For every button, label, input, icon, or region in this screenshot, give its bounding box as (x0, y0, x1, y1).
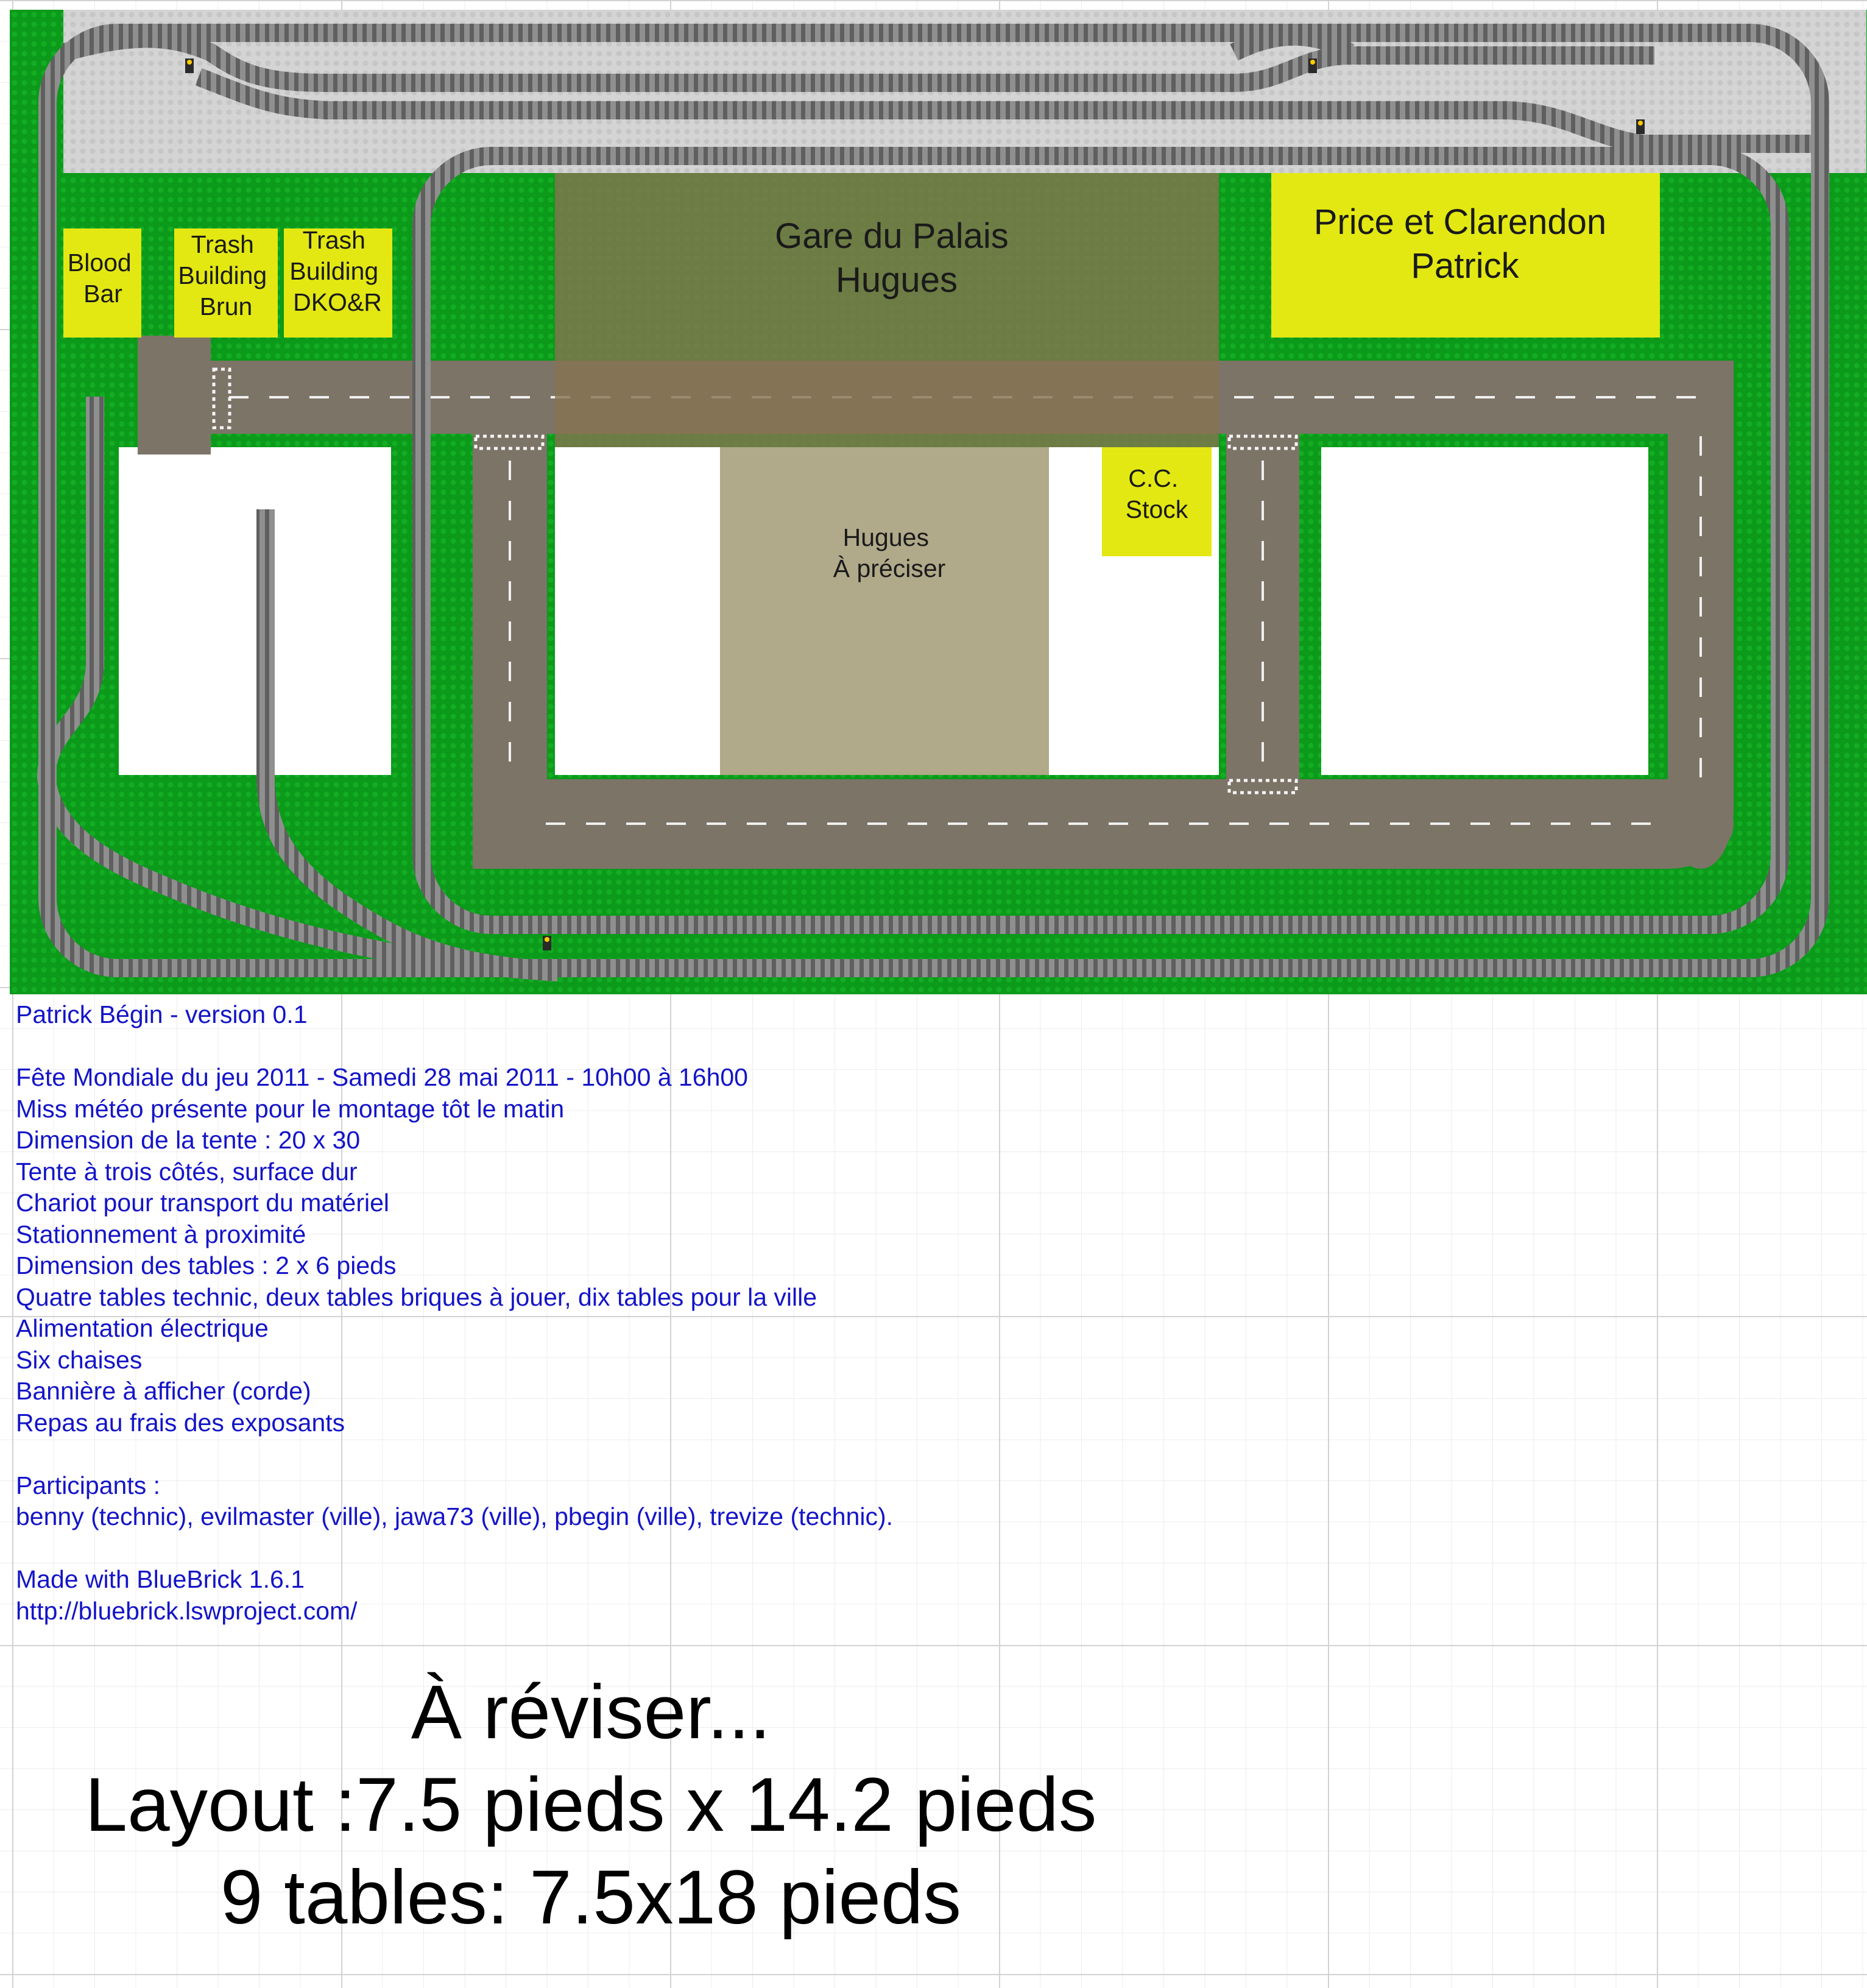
note-detail: Bannière à afficher (corde) (16, 1377, 311, 1405)
note-detail: Dimension de la tente : 20 x 30 (16, 1126, 361, 1154)
note-detail: Stationnement à proximité (16, 1220, 306, 1248)
gare-label-1: Gare du Palais (775, 216, 1009, 256)
signal-light-icon (187, 60, 192, 65)
layout-map (10, 10, 1867, 994)
road-west-loop (473, 430, 547, 869)
empty-zone-west (119, 447, 391, 775)
price-label-2: Patrick (1411, 246, 1519, 286)
hugues-label-1: Hugues (842, 523, 929, 551)
trash-brun-label-1: Trash (191, 230, 254, 258)
trash-brun-label-2: Building (178, 261, 267, 289)
note-author: Patrick Bégin - version 0.1 (16, 1000, 308, 1028)
note-detail: Repas au frais des exposants (16, 1408, 345, 1437)
hugues-zone (720, 447, 1049, 775)
signal-light-icon (545, 937, 549, 942)
note-spacer (16, 1438, 1295, 1470)
project-url: http://bluebrick.lswproject.com/ (16, 1596, 358, 1625)
blood-bar-label-1: Blood (67, 249, 132, 277)
hugues-label-2: À préciser (833, 554, 946, 582)
gare-label-2: Hugues (836, 260, 958, 300)
note-detail: Six chaises (16, 1345, 143, 1374)
note-detail: Dimension des tables : 2 x 6 pieds (16, 1251, 397, 1279)
blood-bar-label-2: Bar (83, 280, 122, 308)
note-detail: Tente à trois côtés, surface dur (16, 1157, 358, 1186)
note-detail: Chariot pour transport du matériel (16, 1189, 390, 1217)
summary-layout-size: Layout :7.5 pieds x 14.2 pieds (85, 1763, 1097, 1847)
layout-notes (16, 999, 1295, 1627)
note-detail: Alimentation électrique (16, 1314, 269, 1342)
trash-brun-label-3: Brun (199, 292, 253, 320)
trash-dko-label-2: Building (289, 257, 379, 285)
participants-title: Participants : (16, 1471, 160, 1499)
participants-list: benny (technic), evilmaster (ville), jawa73 (ville), pbegin (ville), trevize (technic). (16, 1502, 894, 1530)
price-label-1: Price et Clarendon (1313, 202, 1607, 242)
note-detail: Miss météo présente pour le montage tôt le matin (16, 1094, 565, 1123)
trash-dko-label-3: DKO&R (293, 288, 382, 316)
note-spacer (16, 1031, 1295, 1063)
road-side-vertical (138, 336, 211, 455)
cc-stock-label-1: C.C. (1128, 464, 1179, 492)
gare-du-palais-zone (555, 173, 1219, 447)
signal-light-icon (1638, 121, 1643, 126)
signal-light-icon (1310, 60, 1315, 65)
empty-zone-east (1321, 447, 1648, 775)
svg-text:Trash Building DKO&R (289, 226, 385, 316)
trash-dko-label-1: Trash (302, 226, 365, 254)
layout-summary (0, 1666, 1182, 1944)
cc-stock-label-2: Stock (1125, 495, 1188, 523)
summary-revise: À réviser... (411, 1670, 771, 1755)
note-detail: Quatre tables technic, deux tables briques à jouer, dix tables pour la ville (16, 1282, 817, 1311)
note-event: Fête Mondiale du jeu 2011 - Samedi 28 mai 2011 - 10h00 à 16h00 (16, 1063, 748, 1091)
made-with: Made with BlueBrick 1.6.1 (16, 1565, 305, 1593)
summary-tables: 9 tables: 7.5x18 pieds (220, 1855, 962, 1940)
road-south-loop (473, 779, 1734, 869)
note-spacer (16, 1533, 1295, 1565)
